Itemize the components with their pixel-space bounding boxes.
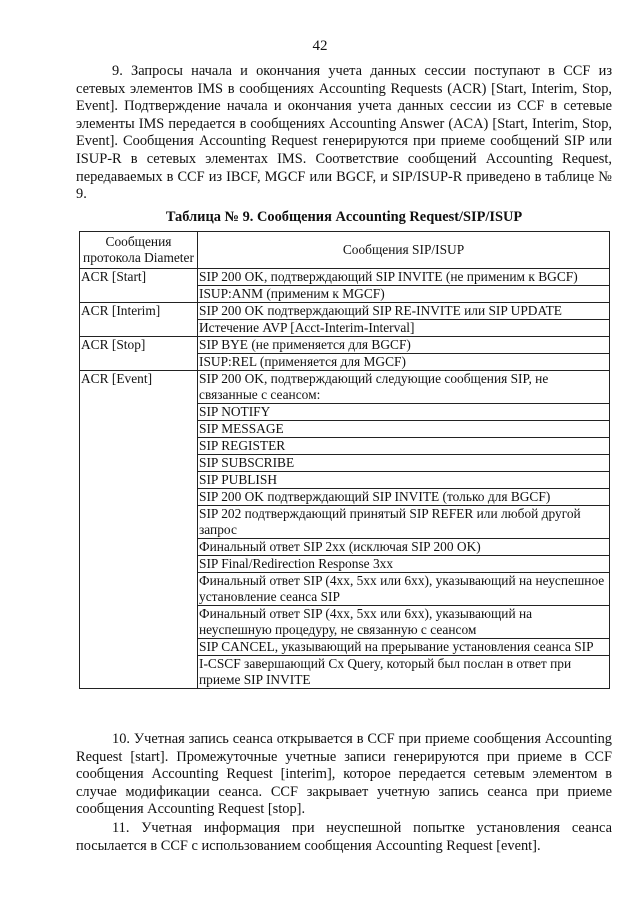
accounting-request-table — [79, 231, 610, 689]
table-cell: Финальный ответ SIP (4xx, 5xx или 6xx), указывающий на неуспешное установление сеанса SIP — [198, 573, 610, 606]
paragraph-10: 10. Учетная запись сеанса открывается в CCF при приеме сообщения Accounting Request [start]. Промежуточные учетные записи генерируются при приеме в CCF сообщения Accounting Request [interim], которое передается сетевым элементом в случае модификации сеанса. CCF закрывает учетную запись сеанса при приеме сообщения Accounting Request [stop]. — [76, 731, 612, 818]
table-row — [80, 269, 610, 286]
table-cell: SIP 200 OK подтверждающий SIP INVITE (только для BGCF) — [198, 489, 610, 506]
table-cell: SIP BYE (не применяется для BGCF) — [198, 337, 610, 354]
table-cell: SIP 202 подтверждающий принятый SIP REFER или любой другой запрос — [198, 506, 610, 539]
table-header-row — [80, 232, 610, 269]
header-diameter: Сообщения протокола Diameter — [80, 232, 198, 269]
table-cell: SIP SUBSCRIBE — [198, 455, 610, 472]
table-cell: Финальный ответ SIP (4xx, 5xx или 6xx), указывающий на неуспешную процедуру, не связанную с сеансом — [198, 606, 610, 639]
cell-acr-stop: ACR [Stop] — [80, 337, 198, 371]
table-cell: ISUP:REL (применяется для MGCF) — [198, 354, 610, 371]
table-cell: SIP Final/Redirection Response 3xx — [198, 556, 610, 573]
cell-acr-start: ACR [Start] — [80, 269, 198, 303]
table-cell: Истечение AVP [Acct-Interim-Interval] — [198, 320, 610, 337]
table-cell: ISUP:ANM (применим к MGCF) — [198, 286, 610, 303]
table-cell: SIP CANCEL, указывающий на прерывание установления сеанса SIP — [198, 639, 610, 656]
table-caption: Таблица № 9. Сообщения Accounting Request/SIP/ISUP — [165, 209, 523, 225]
cell-acr-event: ACR [Event] — [80, 371, 198, 689]
header-sip-isup: Сообщения SIP/ISUP — [198, 232, 610, 269]
table-cell: SIP 200 OK, подтверждающий следующие сообщения SIP, не связанные с сеансом: — [198, 371, 610, 404]
paragraph-11: 11. Учетная информация при неуспешной попытке установления сеанса посылается в CCF с использованием сообщения Accounting Request [event]. — [76, 820, 612, 854]
table-row — [80, 337, 610, 354]
table-cell: SIP REGISTER — [198, 438, 610, 455]
table-cell: SIP NOTIFY — [198, 404, 610, 421]
table-row — [80, 371, 610, 404]
table-cell: SIP PUBLISH — [198, 472, 610, 489]
table-cell: SIP 200 OK, подтверждающий SIP INVITE (не применим к BGCF) — [198, 269, 610, 286]
table-cell: SIP MESSAGE — [198, 421, 610, 438]
page-number: 42 — [312, 38, 328, 54]
table-cell: Финальный ответ SIP 2xx (исключая SIP 200 OK) — [198, 539, 610, 556]
table-cell: I-CSCF завершающий Cx Query, который был послан в ответ при приеме SIP INVITE — [198, 656, 610, 689]
paragraph-9: 9. Запросы начала и окончания учета данных сессии поступают в CCF из сетевых элементов IMS в сообщениях Accounting Requests (ACR) [Start, Interim, Stop, Event]. Подтверждение начала и окончания учета данных сессии из CCF в сетевые элементы IMS передается в сообщениях Accounting Answer (ACA) [Start, Interim, Stop, Event]. Сообщения Accounting Request генерируются при приеме сообщений SIP или ISUP-R в сетевых элементах IMS. Соответствие сообщений Accounting Request, передаваемых в CCF из IBCF, MGCF или BGCF, и SIP/ISUP-R приведено в таблице № 9. — [76, 63, 612, 203]
table-cell: SIP 200 OK подтверждающий SIP RE-INVITE или SIP UPDATE — [198, 303, 610, 320]
cell-acr-interim: ACR [Interim] — [80, 303, 198, 337]
table-row — [80, 303, 610, 320]
